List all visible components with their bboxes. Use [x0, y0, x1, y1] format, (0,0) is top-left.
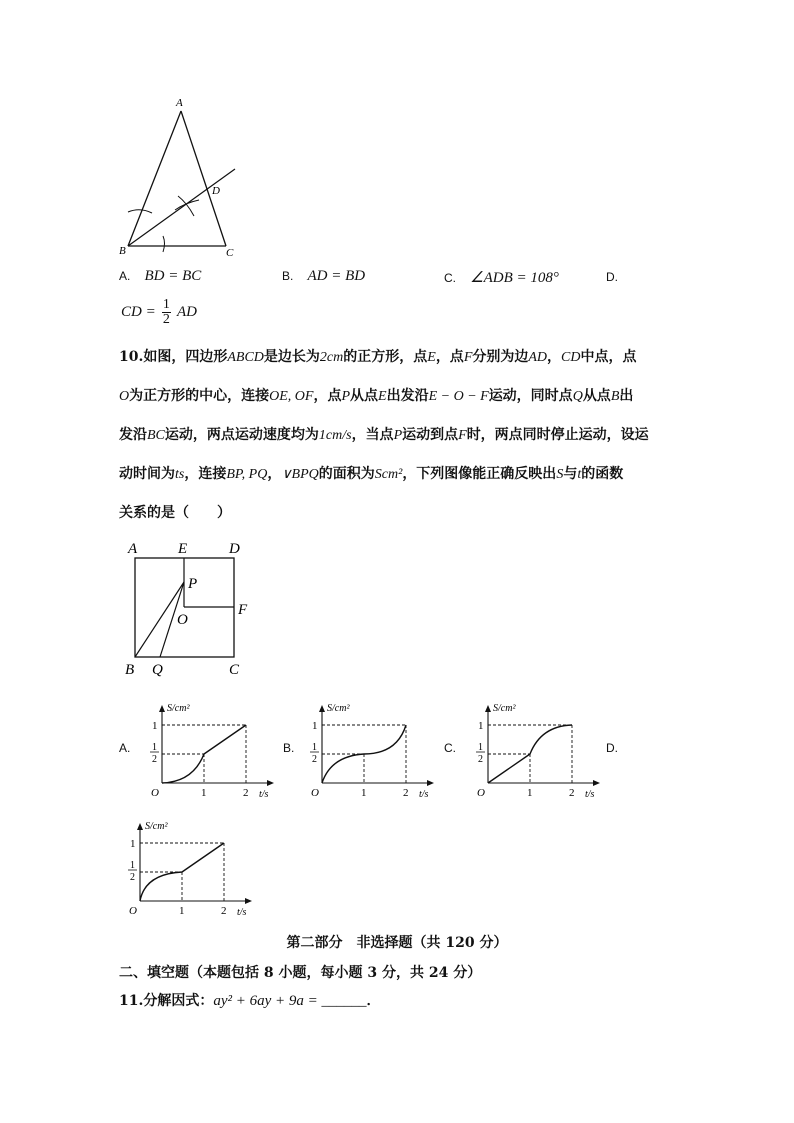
graph-option-b-letter[interactable]: B. [283, 741, 295, 755]
question-10 [119, 338, 679, 532]
svg-text:2: 2 [403, 787, 409, 799]
arc-mark-bottom [163, 236, 165, 252]
label-f: F [238, 602, 248, 618]
label-d: D [229, 541, 240, 557]
graph-option-c[interactable] [469, 700, 614, 800]
option-letter: B. [282, 269, 294, 283]
svg-text:1: 1 [527, 787, 533, 799]
svg-text:O: O [129, 905, 137, 917]
q11-expression[interactable]: ay² + 6ay + 9a = ______ [213, 993, 367, 1009]
arc-mark-left [128, 210, 152, 213]
label-c: C [226, 247, 234, 259]
svg-text:1: 1 [201, 787, 207, 799]
svg-text:t/s: t/s [237, 907, 247, 918]
question-11 [119, 990, 381, 1010]
svg-text:1: 1 [312, 720, 318, 732]
svg-text:t/s: t/s [585, 789, 595, 800]
option-d-rhs: AD [177, 304, 197, 320]
label-b: B [119, 245, 126, 257]
svg-text:2: 2 [569, 787, 575, 799]
svg-text:2: 2 [152, 754, 157, 765]
option-a[interactable] [119, 268, 201, 285]
section-fill-in-title: 二、填空题（本题包括 8 小题，每小题 3 分，共 24 分） [119, 965, 482, 981]
svg-text:1: 1 [130, 860, 135, 871]
svg-text:O: O [311, 787, 319, 799]
label-q: Q [152, 662, 163, 678]
option-expression: BD = BC [144, 268, 202, 284]
svg-text:S/cm²: S/cm² [493, 703, 516, 714]
label-a: A [176, 97, 183, 109]
svg-text:1: 1 [361, 787, 367, 799]
svg-text:1: 1 [152, 742, 157, 753]
square-figure [118, 535, 258, 680]
fraction-half [162, 298, 171, 327]
label-p: P [188, 576, 198, 592]
label-c: C [229, 662, 240, 678]
svg-text:t/s: t/s [259, 789, 269, 800]
option-expression: AD = BD [307, 268, 366, 284]
side-ab [128, 111, 181, 246]
svg-text:1: 1 [130, 838, 136, 850]
bisector-line [128, 169, 235, 246]
graph-option-d-letter[interactable]: D. [606, 741, 618, 755]
svg-text:2: 2 [221, 905, 227, 917]
svg-text:1: 1 [478, 720, 484, 732]
part2-title: 第二部分 非选择题（共 120 分） [286, 935, 508, 951]
svg-text:S/cm²: S/cm² [145, 821, 168, 832]
side-ac [181, 111, 226, 246]
label-a: A [128, 541, 138, 557]
q10-line-5: 关系的是（ ） [119, 505, 231, 521]
label-e: E [178, 541, 188, 557]
label-b: B [125, 662, 135, 678]
fraction-numerator: 1 [162, 297, 170, 312]
svg-text:O: O [151, 787, 159, 799]
triangle-figure [110, 92, 250, 260]
svg-text:O: O [477, 787, 485, 799]
arc-cross-1 [178, 196, 194, 216]
svg-text:t/s: t/s [419, 789, 429, 800]
q11-suffix: ． [366, 993, 381, 1009]
svg-text:2: 2 [130, 872, 135, 883]
option-expression: ∠ADB = 108° [470, 270, 559, 286]
q11-prefix: 11.分解因式： [119, 993, 214, 1009]
svg-text:2: 2 [243, 787, 249, 799]
option-letter: D. [606, 270, 618, 284]
graph-option-a-letter[interactable]: A. [119, 741, 131, 755]
fraction-denominator: 2 [162, 312, 170, 327]
q10-line-1: 10.如图，四边形ABCD是边长为2cm的正方形，点E，点F分别为边AD，CD中点，点 [119, 349, 637, 365]
svg-text:S/cm²: S/cm² [167, 703, 190, 714]
svg-text:1: 1 [478, 742, 483, 753]
graph-option-b[interactable] [303, 700, 448, 800]
option-letter: C. [444, 271, 456, 285]
svg-text:2: 2 [478, 754, 483, 765]
svg-text:1: 1 [312, 742, 317, 753]
option-letter: A. [119, 269, 131, 283]
option-c[interactable] [444, 268, 559, 287]
graph-option-c-letter[interactable]: C. [444, 741, 456, 755]
option-d-lhs: CD = [121, 304, 156, 320]
q10-line-4: 动时间为ts，连接BP, PQ，∨BPQ的面积为Scm²，下列图像能正确反映出S与t的函数 [119, 466, 624, 482]
svg-text:1: 1 [179, 905, 185, 917]
option-d-expression [121, 298, 197, 327]
label-d: D [212, 185, 220, 197]
svg-text:S/cm²: S/cm² [327, 703, 350, 714]
q10-line-3: 发沿BC运动，两点运动速度均为1cm/s，当点P运动到点F时，两点同时停止运动，设运 [119, 427, 649, 443]
svg-text:1: 1 [152, 720, 158, 732]
option-d-letter[interactable] [606, 270, 628, 285]
option-b[interactable] [282, 268, 365, 285]
graph-option-a[interactable] [143, 700, 288, 800]
svg-text:2: 2 [312, 754, 317, 765]
label-o: O [177, 612, 188, 628]
q10-line-2: O为正方形的中心，连接OE, OF，点P从点E出发沿E − O − F运动，同时点Q从点B出 [119, 388, 634, 404]
graph-option-d[interactable] [121, 818, 266, 918]
